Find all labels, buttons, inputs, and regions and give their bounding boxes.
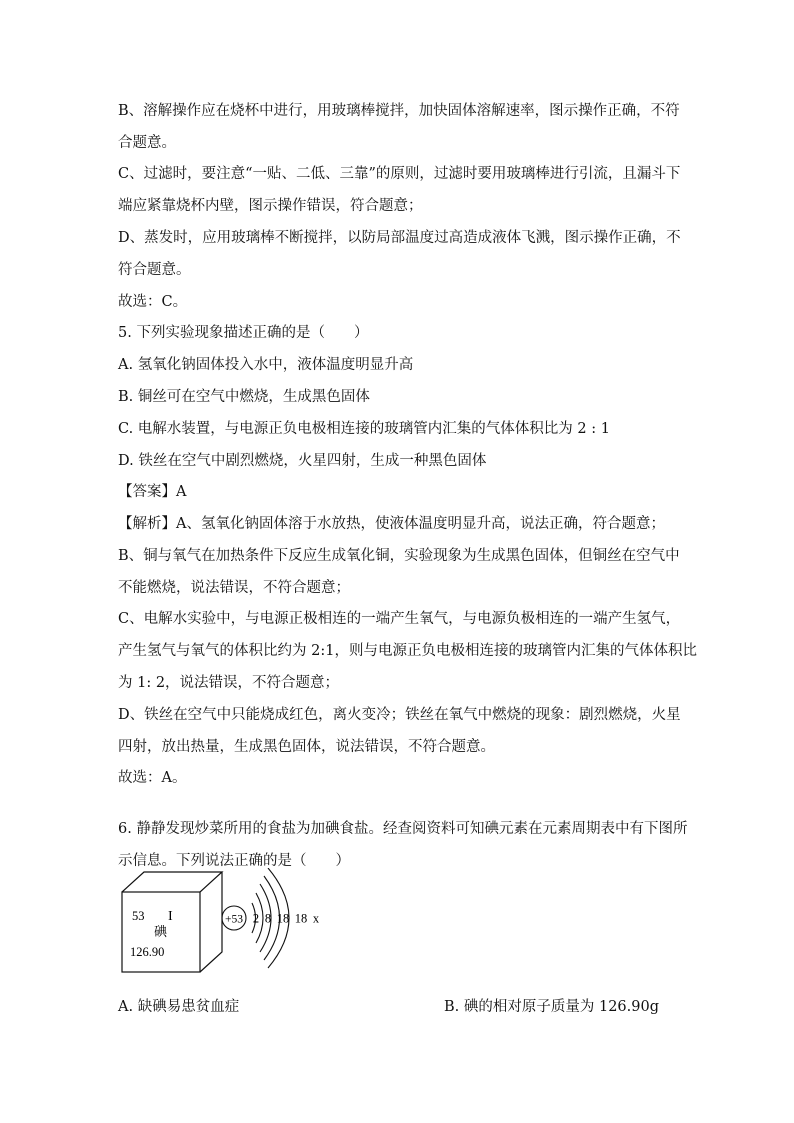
- shell-electrons-4: 18: [294, 911, 308, 926]
- text-line: B. 铜丝可在空气中燃烧，生成黑色固体: [118, 389, 370, 405]
- text-line: C、过滤时，要注意“一贴、二低、三靠”的原则，过滤时要用玻璃棒进行引流，且漏斗下: [118, 166, 681, 182]
- element-name: 碘: [154, 924, 168, 939]
- text-line: C. 电解水装置，与电源正负电极相连接的玻璃管内汇集的气体体积比为 2 : 1: [118, 421, 610, 437]
- text-line: 【答案】A: [118, 484, 187, 500]
- text-line: 端应紧靠烧杯内壁，图示操作错误，符合题意；: [118, 198, 423, 214]
- text-line: 6. 静静发现炒菜所用的食盐为加碘食盐。经查阅资料可知碘元素在元素周期表中有下图所: [118, 821, 688, 837]
- atomic-mass: 126.90: [130, 945, 165, 959]
- text-line: B、溶解操作应在烧杯中进行，用玻璃棒搅拌，加快固体溶解速率，图示操作正确，不符: [118, 103, 680, 119]
- atomic-number: 53: [132, 909, 145, 923]
- shell-electrons-5: x: [312, 911, 320, 926]
- text-line: D. 铁丝在空气中剧烈燃烧，火星四射，生成一种黑色固体: [118, 453, 487, 469]
- text-line: A. 氢氧化钠固体投入水中，液体温度明显升高: [118, 357, 414, 373]
- shell-electrons-3: 18: [276, 911, 290, 926]
- option-b: B. 碘的相对原子质量为 126.90g: [444, 999, 659, 1015]
- text-line: 为 1: 2，说法错误，不符合题意；: [118, 675, 340, 691]
- text-line: D、铁丝在空气中只能烧成红色，离火变冷；铁丝在氧气中燃烧的现象：剧烈燃烧，火星: [118, 707, 681, 723]
- nucleus-charge: +53: [225, 913, 243, 926]
- iodine-element-diagram: [118, 868, 358, 978]
- text-line: 合题意。: [118, 135, 176, 151]
- iodine-figure: [118, 868, 358, 978]
- text-line: C、电解水实验中，与电源正极相连的一端产生氧气，与电源负极相连的一端产生氢气，: [118, 611, 681, 627]
- text-line: 故选：C。: [118, 294, 188, 310]
- option-a: A. 缺碘易患贫血症: [118, 999, 240, 1015]
- text-line: 不能燃烧，说法错误，不符合题意；: [118, 580, 350, 596]
- text-line: 产生氢气与氧气的体积比约为 2:1，则与电源正负电极相连接的玻璃管内汇集的气体体积比: [118, 643, 697, 659]
- shell-electrons-2: 8: [264, 911, 272, 926]
- text-line: 四射，放出热量，生成黑色固体，说法错误，不符合题意。: [118, 739, 495, 755]
- text-line: 5. 下列实验现象描述正确的是（ ）: [118, 325, 369, 341]
- shell-electrons-1: 2: [252, 911, 260, 926]
- text-line: 【解析】A、氢氧化钠固体溶于水放热，使液体温度明显升高，说法正确，符合题意；: [118, 516, 665, 532]
- text-line: 符合题意。: [118, 262, 191, 278]
- text-line: 故选：A。: [118, 770, 187, 786]
- text-line: 示信息。下列说法正确的是（ ）: [118, 853, 350, 869]
- text-line: D、蒸发时，应用玻璃棒不断搅拌，以防局部温度过高造成液体飞溅，图示操作正确，不: [118, 230, 681, 246]
- element-symbol: I: [168, 909, 173, 924]
- text-line: B、铜与氧气在加热条件下反应生成氧化铜，实验现象为生成黑色固体，但铜丝在空气中: [118, 548, 680, 564]
